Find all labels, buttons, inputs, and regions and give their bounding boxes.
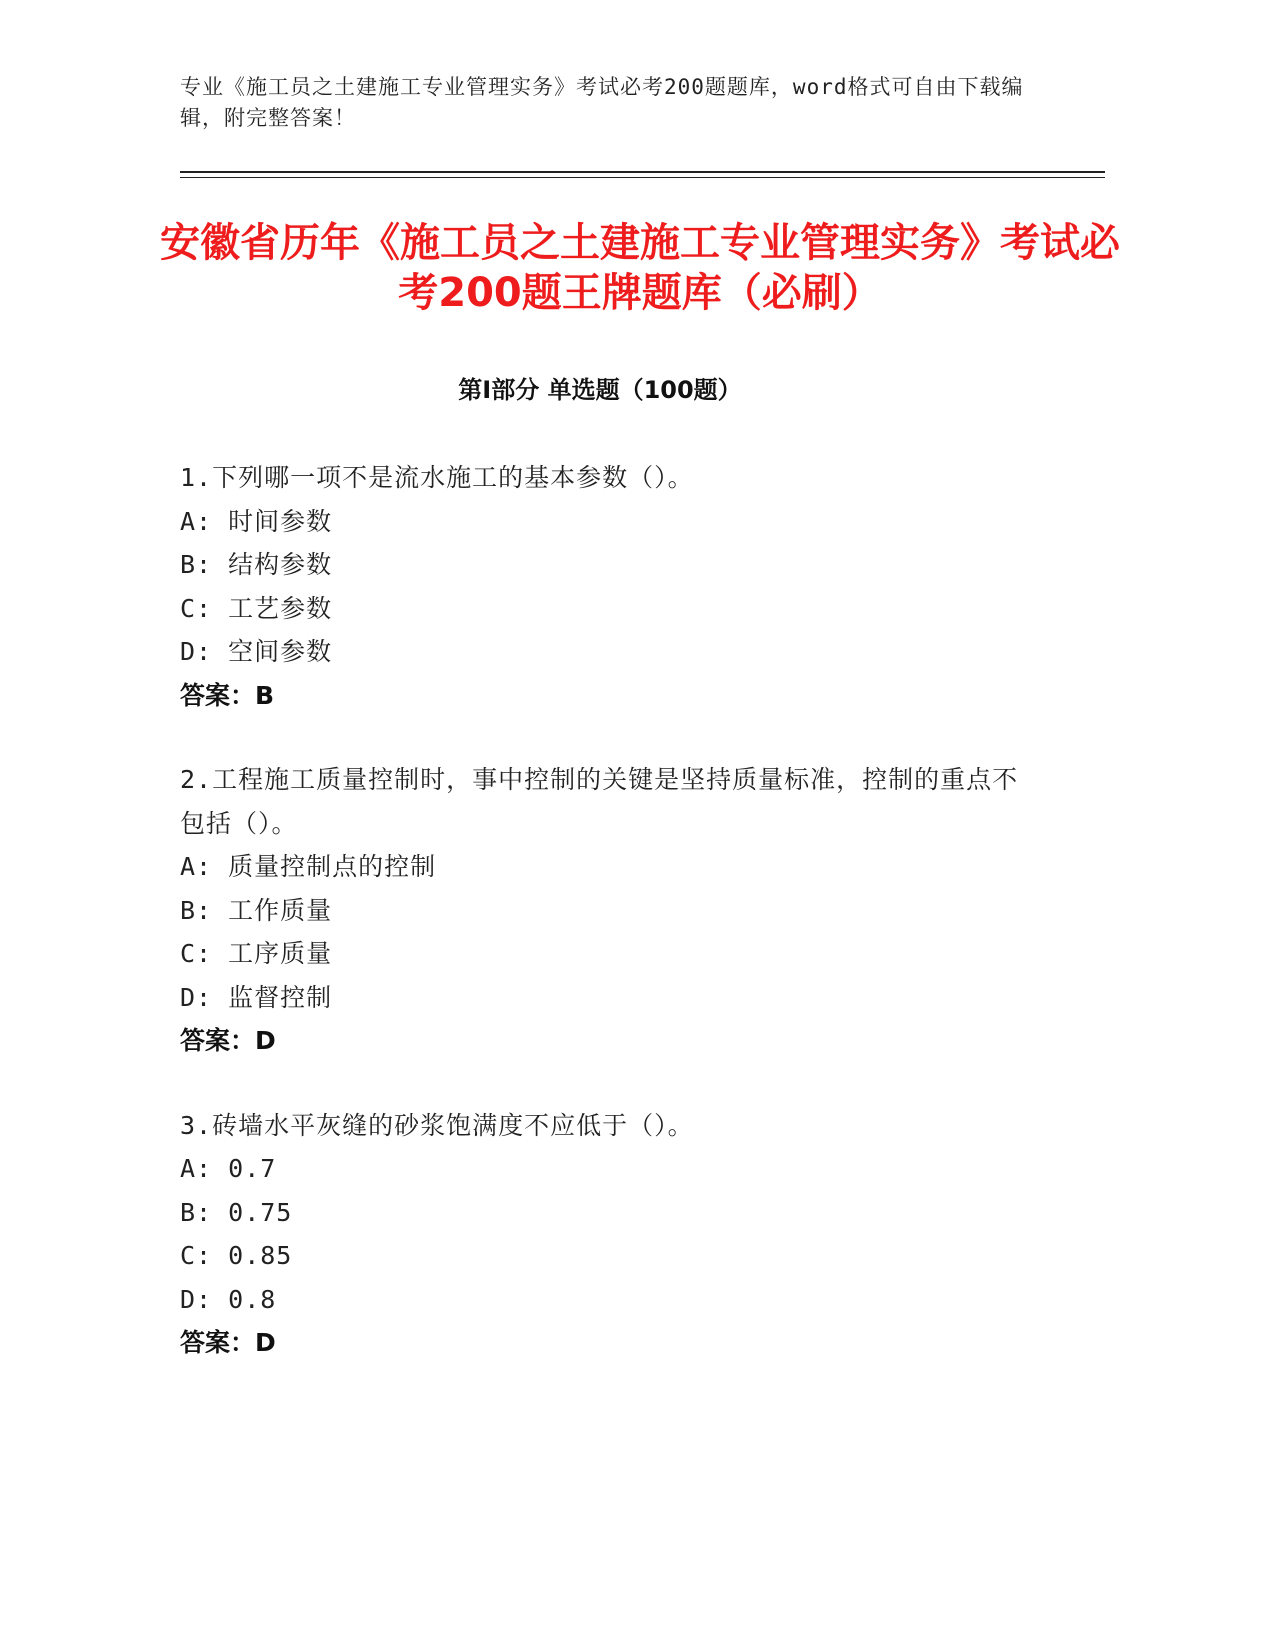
question-3 bbox=[180, 1104, 1040, 1365]
question-text: 1.下列哪一项不是流水施工的基本参数（）。 bbox=[180, 463, 694, 492]
option-c: C: 工序质量 bbox=[180, 939, 333, 968]
option-b: B: 结构参数 bbox=[180, 550, 333, 579]
option-d: D: 监督控制 bbox=[180, 982, 333, 1012]
question-text: 3.砖墙水平灰缝的砂浆饱满度不应低于（）。 bbox=[180, 1110, 694, 1140]
question-text: 2.工程施工质量控制时，事中控制的关键是坚持质量标准，控制的重点不包括（）。 bbox=[180, 765, 1019, 838]
option-b: B: 工作质量 bbox=[180, 895, 333, 925]
option-d: D: 空间参数 bbox=[180, 637, 333, 666]
option-b: B: 0.75 bbox=[180, 1197, 293, 1227]
question-list bbox=[180, 456, 1040, 1406]
question-1 bbox=[180, 456, 1040, 717]
answer: 答案：D bbox=[180, 1026, 276, 1055]
answer: 答案：B bbox=[180, 680, 275, 710]
header-divider-thick bbox=[180, 171, 1105, 173]
answer: 答案：D bbox=[180, 1328, 276, 1357]
document-title: 安徽省历年《施工员之土建施工专业管理实务》考试必考200题王牌题库（必刷） bbox=[160, 220, 1120, 316]
option-d: D: 0.8 bbox=[180, 1284, 277, 1314]
option-c: C: 工艺参数 bbox=[180, 593, 333, 623]
header-divider-thin bbox=[180, 177, 1105, 178]
question-2 bbox=[180, 758, 1040, 1063]
header-note: 专业《施工员之土建施工专业管理实务》考试必考200题题库，word格式可自由下载编辑，附完整答案！ bbox=[180, 75, 1024, 130]
option-a: A: 0.7 bbox=[180, 1154, 277, 1183]
option-a: A: 时间参数 bbox=[180, 506, 333, 536]
option-c: C: 0.85 bbox=[180, 1241, 293, 1270]
section-heading: 第I部分 单选题（100题） bbox=[458, 376, 742, 404]
option-a: A: 质量控制点的控制 bbox=[180, 852, 437, 881]
